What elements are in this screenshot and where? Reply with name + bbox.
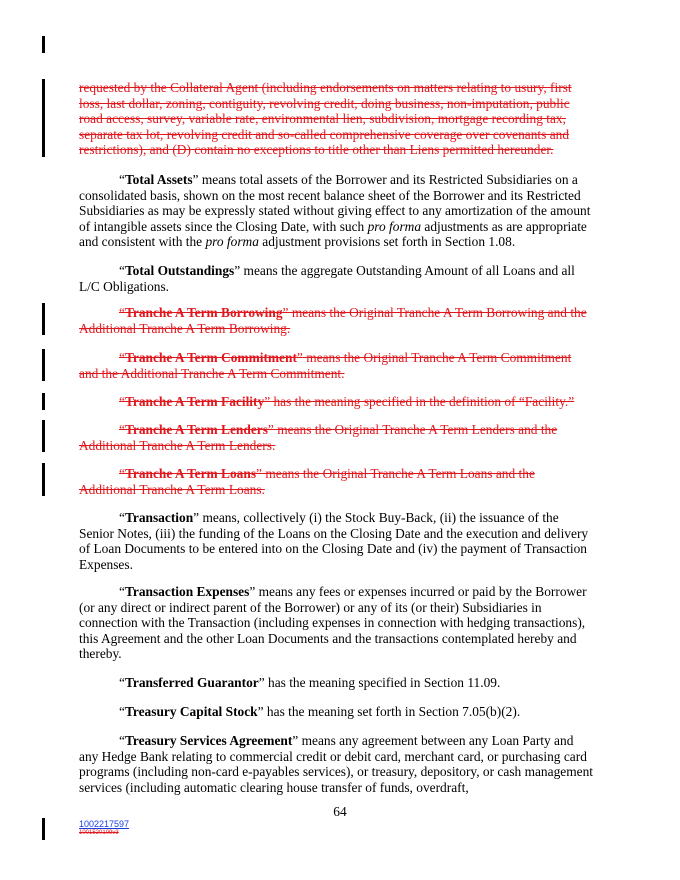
definition-text: adjustment provisions set forth in Section 1.08. xyxy=(258,234,516,249)
definition-text: means the aggregate Outstanding Amount of all Loans and all L/C Obligations. xyxy=(79,263,575,294)
deleted-definition-tranche-a-lenders: “Tranche A Term Lenders” means the Original Tranche A Term Lenders and the Additional Tranche A Term Lenders. xyxy=(79,422,558,453)
definition-text: means, collectively (i) the Stock Buy-Back, (ii) the issuance of the Senior Notes, (iii) the funding of the Loans on the Closing Date and the execution and delivery of Loan Documents to be entered into on the Closing Date and (iv) the payment of Transaction Expenses. xyxy=(79,510,589,572)
definition-total-outstandings: “Total Outstandings” means the aggregate Outstanding Amount of all Loans and all L/C Obligations. xyxy=(79,263,575,294)
definition-text: means the Original Tranche A Term Loans and the Additional Tranche A Term Loans. xyxy=(79,466,535,497)
definition-text: has the meaning specified in the definition of “Facility.” xyxy=(270,394,575,409)
definition-transaction-expenses: “Transaction Expenses” means any fees or expenses incurred or paid by the Borrower (or any direct or indirect parent of the Borrower) or any of its (or their) Subsidiaries in connection with the Transaction (including expenses in connection with hedging transactions), this Agreement and the other Loan Documents and the transactions contemplated hereby and thereby. xyxy=(79,584,587,661)
change-bar xyxy=(42,349,45,381)
definition-text: adjustments as are appropriate and consistent with the xyxy=(79,218,587,249)
deleted-definition-tranche-a-facility: “Tranche A Term Facility” has the meaning specified in the definition of “Facility.” xyxy=(119,394,575,409)
defined-term: Transferred Guarantor xyxy=(124,675,259,690)
definition-text: has the meaning specified in Section 11.09. xyxy=(264,675,501,690)
italic-text: pro forma xyxy=(367,218,422,234)
deleted-document-id: 1001520109v3 xyxy=(79,830,119,836)
definition-text: means the Original Tranche A Term Borrowing and the Additional Tranche A Term Borrowing. xyxy=(79,305,587,336)
deleted-definition-tranche-a-borrowing: “Tranche A Term Borrowing” means the Original Tranche A Term Borrowing and the Additional Tranche A Term Borrowing. xyxy=(79,305,587,336)
definition-transferred-guarantor: “Transferred Guarantor” has the meaning specified in Section 11.09. xyxy=(119,675,501,690)
defined-term: Treasury Services Agreement xyxy=(124,733,293,748)
document-id: 1002217597 xyxy=(79,819,130,829)
definition-text: means total assets of the Borrower and its Restricted Subsidiaries on a consolidated basis, shown on the most recent balance sheet of the Borrower and its Restricted Subsidiaries as may be expressly stated without giving effect to any amortization of the amount of intangible assets since the Closing Date, with such xyxy=(79,172,591,234)
defined-term: Tranche A Term Lenders xyxy=(124,422,268,437)
definition-treasury-capital-stock: “Treasury Capital Stock” has the meaning set forth in Section 7.05(b)(2). xyxy=(119,704,521,719)
defined-term: Tranche A Term Facility xyxy=(124,394,265,409)
page-number: 64 xyxy=(333,804,347,819)
change-bar xyxy=(42,393,45,410)
deleted-paragraph: requested by the Collateral Agent (including endorsements on matters relating to usury, first loss, last dollar, zoning, contiguity, revolving credit, doing business, non-imputation, public road access, survey, variable rate, environmental lien, subdivision, mortgage recording tax, separate tax lot, revolving credit and so-called comprehensive coverage over covenants and restrictions), and (D) contain no exceptions to title other than Liens permitted hereunder. xyxy=(79,80,572,157)
definition-text: means any agreement between any Loan Party and any Hedge Bank relating to commercial credit or debit card, merchant card, or purchasing card programs (including non-card e-payables services), or treasury, depository, or cash management services (including automatic clearing house transfer of funds, overdraft, xyxy=(79,733,593,795)
defined-term: Treasury Capital Stock xyxy=(124,704,258,719)
definition-text: means any fees or expenses incurred or paid by the Borrower (or any direct or indirect parent of the Borrower) or any of its (or their) Subsidiaries in connection with the Transaction (including expenses in connection with hedging transactions), this Agreement and the other Loan Documents and the transactions contemplated hereby and thereby. xyxy=(79,584,587,661)
defined-term: Tranche A Term Commitment xyxy=(124,350,297,365)
change-bar xyxy=(42,36,45,53)
change-bar xyxy=(42,420,45,452)
defined-term: Transaction Expenses xyxy=(124,584,250,599)
defined-term: Total Assets xyxy=(124,172,193,187)
change-bar xyxy=(42,79,45,157)
deleted-definition-tranche-a-commitment: “Tranche A Term Commitment” means the Original Tranche A Term Commitment and the Additional Tranche A Term Commitment. xyxy=(79,350,572,381)
change-bar xyxy=(42,463,45,496)
defined-term: Total Outstandings xyxy=(124,263,235,278)
definition-total-assets: “Total Assets” means total assets of the Borrower and its Restricted Subsidiaries on a consolidated basis, shown on the most recent balance sheet of the Borrower and its Restricted Subsidiaries as may be expressly stated without giving effect to any amortization of the amount of intangible assets since the Closing Date, with such pro forma adjustments as are appropriate and consistent with the pro forma adjustment provisions set forth in Section 1.08. xyxy=(79,172,591,249)
italic-text: pro forma xyxy=(205,234,259,249)
defined-term: Tranche A Term Borrowing xyxy=(124,305,283,320)
definition-text: has the meaning set forth in Section 7.05(b)(2). xyxy=(263,704,521,719)
defined-term: Tranche A Term Loans xyxy=(124,466,257,481)
defined-term: Transaction xyxy=(124,510,194,525)
definition-text: means the Original Tranche A Term Lenders and the Additional Tranche A Term Lenders. xyxy=(79,422,558,453)
definition-transaction: “Transaction” means, collectively (i) the Stock Buy-Back, (ii) the issuance of the Senior Notes, (iii) the funding of the Loans on the Closing Date and the execution and delivery of Loan Documents to be entered into on the Closing Date and (iv) the payment of Transaction Expenses. xyxy=(79,510,589,572)
definition-text: means the Original Tranche A Term Commitment and the Additional Tranche A Term Commitment. xyxy=(79,350,572,381)
change-bar xyxy=(42,303,45,335)
deleted-definition-tranche-a-loans: “Tranche A Term Loans” means the Original Tranche A Term Loans and the Additional Tranche A Term Loans. xyxy=(79,466,535,497)
definition-treasury-services-agreement: “Treasury Services Agreement” means any agreement between any Loan Party and any Hedge Bank relating to commercial credit or debit card, merchant card, or purchasing card programs (including non-card e-payables services), or treasury, depository, or cash management services (including automatic clearing house transfer of funds, overdraft, xyxy=(79,733,593,795)
change-bar xyxy=(42,818,45,840)
